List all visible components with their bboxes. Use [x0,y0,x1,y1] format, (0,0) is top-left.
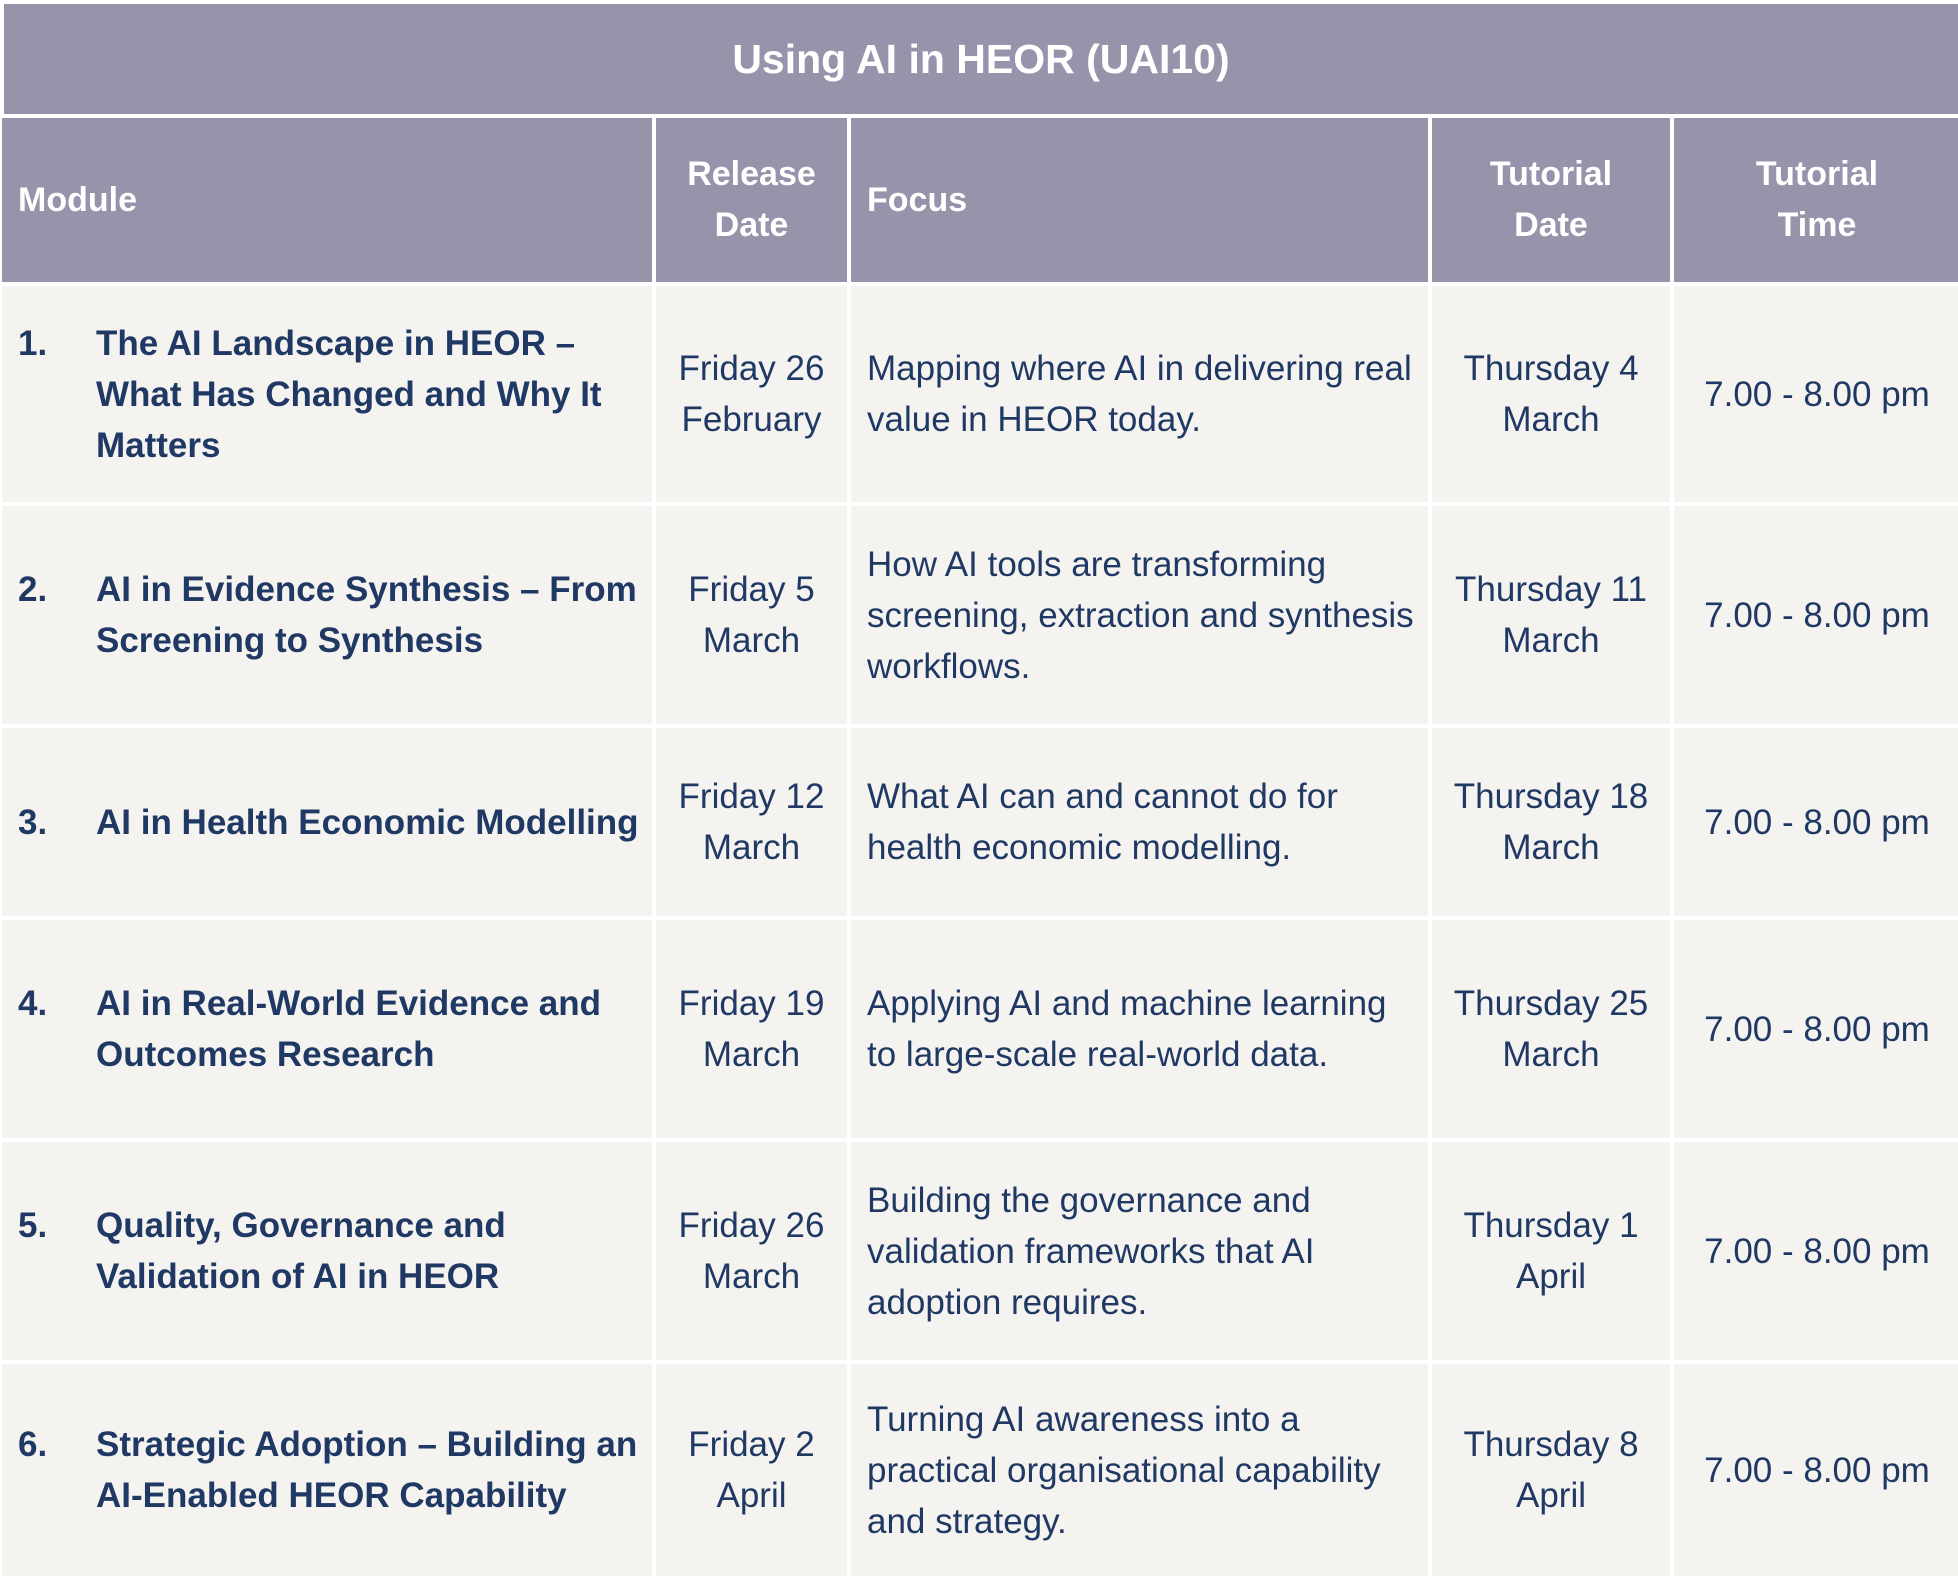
header-focus: Focus [849,116,1430,284]
module-title: AI in Health Economic Modelling [96,802,639,842]
header-release-date-line1: Release [687,155,816,193]
header-tutorial-date-line1: Tutorial [1489,155,1613,193]
tutorial-time-cell: 7.00 - 8.00 pm [1672,1362,1958,1576]
tutorial-date-cell: Thursday 1 April [1430,1140,1672,1362]
focus-cell: Turning AI awareness into a practical organisational capability and strategy. [849,1362,1430,1576]
header-tutorial-time-line2: Time [1777,206,1857,244]
tutorial-time-cell: 7.00 - 8.00 pm [1672,1140,1958,1362]
table-row [2,284,1958,504]
module-title: Quality, Governance and Validation of AI in HEOR [96,1206,506,1296]
table-title: Using AI in HEOR (UAI10) [2,2,1958,116]
table-row [2,1362,1958,1576]
module-number: 5. [18,1206,48,1245]
release-date-cell: Friday 19 March [654,918,849,1140]
header-release-date [654,116,849,284]
focus-cell: Mapping where AI in delivering real value in HEOR today. [849,284,1430,504]
module-number: 6. [18,1425,48,1464]
table-row [2,726,1958,918]
release-date-cell: Friday 26 March [654,1140,849,1362]
module-cell [2,726,654,918]
module-title: AI in Real-World Evidence and Outcomes Research [96,984,602,1074]
table-row [2,504,1958,726]
module-title: The AI Landscape in HEOR – What Has Changed and Why It Matters [96,323,602,465]
release-date-cell: Friday 12 March [654,726,849,918]
header-tutorial-time [1672,116,1958,284]
module-title: Strategic Adoption – Building an AI-Enabled HEOR Capability [96,1425,638,1515]
title-row [2,2,1958,116]
tutorial-time-cell: 7.00 - 8.00 pm [1672,504,1958,726]
tutorial-time-cell: 7.00 - 8.00 pm [1672,284,1958,504]
module-number: 2. [18,570,48,609]
tutorial-time-cell: 7.00 - 8.00 pm [1672,726,1958,918]
focus-cell: Applying AI and machine learning to large-scale real-world data. [849,918,1430,1140]
module-cell [2,1362,654,1576]
module-cell [2,918,654,1140]
header-tutorial-date [1430,116,1672,284]
table-row [2,918,1958,1140]
tutorial-date-cell: Thursday 18 March [1430,726,1672,918]
focus-cell: What AI can and cannot do for health economic modelling. [849,726,1430,918]
module-number: 1. [18,323,48,363]
module-title: AI in Evidence Synthesis – From Screening to Synthesis [96,570,637,660]
release-date-cell: Friday 26 February [654,284,849,504]
tutorial-time-cell: 7.00 - 8.00 pm [1672,918,1958,1140]
tutorial-date-cell: Thursday 11 March [1430,504,1672,726]
module-number: 4. [18,984,48,1023]
header-tutorial-time-line1: Tutorial [1755,155,1879,193]
header-tutorial-date-line2: Date [1514,206,1588,244]
module-cell [2,504,654,726]
release-date-cell: Friday 5 March [654,504,849,726]
tutorial-date-cell: Thursday 25 March [1430,918,1672,1140]
tutorial-date-cell: Thursday 8 April [1430,1362,1672,1576]
focus-cell: Building the governance and validation frameworks that AI adoption requires. [849,1140,1430,1362]
table-row [2,1140,1958,1362]
header-module: Module [2,116,654,284]
header-release-date-line2: Date [714,206,789,244]
tutorial-date-cell: Thursday 4 March [1430,284,1672,504]
module-cell [2,284,654,504]
focus-cell: How AI tools are transforming screening, extraction and synthesis workflows. [849,504,1430,726]
release-date-cell: Friday 2 April [654,1362,849,1576]
module-cell [2,1140,654,1362]
header-row [2,116,1958,284]
module-number: 3. [18,802,48,842]
